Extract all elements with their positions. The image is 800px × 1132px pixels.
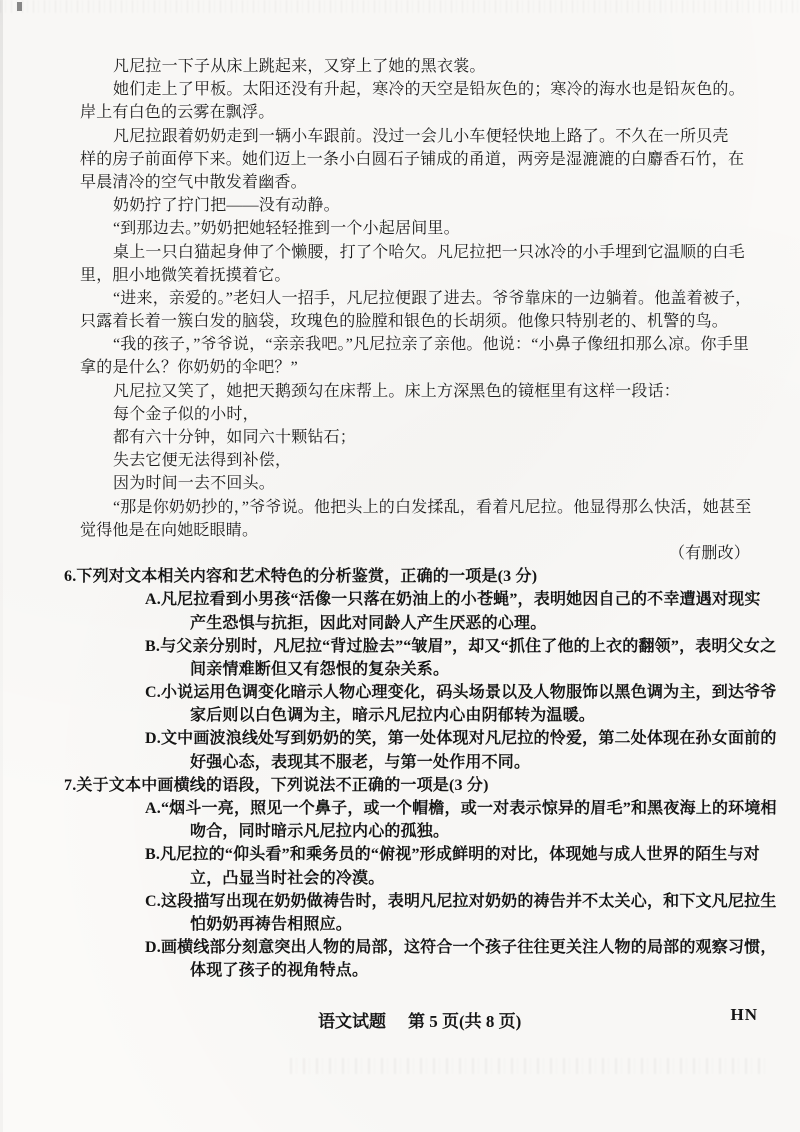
story-line: “进来，亲爱的。”老妇人一招手，凡尼拉便跟了进去。爷爷靠床的一边躺着。他盖着被子，: [113, 289, 752, 307]
poem-line: 每个金子似的小时，: [113, 405, 259, 423]
option-line: C.小说运用色调变化暗示人物心理变化，码头场景以及人物服饰以黑色调为主，到达爷爷: [145, 684, 777, 702]
story-line: 里，胆小地微笑着抚摸着它。: [80, 266, 291, 284]
story-line: 凡尼拉一下子从床上跳起来，又穿上了她的黑衣裳。: [113, 58, 486, 75]
footer-page-number: 第 5 页(共 8 页): [408, 1012, 522, 1031]
page-footer: [0, 1007, 800, 1031]
option-line: D.文中画波浪线处写到奶奶的笑，第一处体现对凡尼拉的怜爱，第二处体现在孙女面前的: [145, 730, 777, 748]
story-line: 样的房子前面停下来。她们迈上一条小白圆石子铺成的甬道，两旁是湿漉漉的白麝香石竹，在: [80, 150, 745, 168]
story-line: 桌上一只白猫起身伸了个懒腰，打了个哈欠。凡尼拉把一只冰冷的小手埋到它温顺的白毛: [113, 243, 745, 261]
scan-corner-mark: [17, 2, 22, 11]
option-line: B.凡尼拉的“仰头看”和乘务员的“俯视”形成鲜明的对比，体现她与成人世界的陌生与对: [145, 846, 760, 864]
story-line: 拿的是什么？你奶奶的伞吧？”: [80, 359, 298, 377]
option-line: B.与父亲分别时，凡尼拉“背过脸去”“皱眉”，却又“抓住了他的上衣的翻领”，表明父女之: [145, 637, 777, 655]
story-line: “那是你奶奶抄的，”爷爷说。他把头上的白发揉乱，看着凡尼拉。他显得那么快活，她甚至: [113, 498, 752, 516]
scan-edge-shadow: [0, 0, 3, 1132]
footer-page-indicator: [318, 1007, 521, 1032]
option-line: C.这段描写出现在奶奶做祷告时，表明凡尼拉对奶奶的祷告并不太关心，和下文凡尼拉生: [145, 892, 777, 910]
story-line: 奶奶拧了拧门把——没有动静。: [113, 197, 340, 215]
exam-text-body: [64, 55, 777, 983]
scan-noise-top: [0, 0, 800, 13]
option-line: A.凡尼拉看到小男孩“活像一只落在奶油上的小苍蝇”，表明她因自己的不幸遭遇对现实: [145, 591, 761, 609]
story-line: 岸上有白色的云雾在飘浮。: [80, 104, 275, 122]
story-line: 只露着长着一簇白发的脑袋，玫瑰色的脸膛和银色的长胡须。他像只特别老的、机警的鸟。: [80, 313, 729, 331]
story-line: “到那边去。”奶奶把她轻轻推到一个小起居间里。: [113, 220, 460, 238]
option-line: 体现了孩子的视角特点。: [190, 962, 369, 980]
story-line: 凡尼拉又笑了，她把天鹅颈勾在床帮上。床上方深黑色的镜框里有这样一段话：: [113, 382, 681, 400]
option-line: 怕奶奶再祷告相照应。: [190, 915, 353, 933]
option-line: A.“烟斗一亮，照见一个鼻子，或一个帽檐，或一对表示惊异的眉毛”和黑夜海上的环境相: [145, 800, 777, 817]
story-line: 她们走上了甲板。太阳还没有升起，寒冷的天空是铅灰色的；寒冷的海水也是铅灰色的。: [113, 81, 745, 99]
story-line: 早晨清冷的空气中散发着幽香。: [80, 173, 307, 191]
poem-line: 因为时间一去不回头。: [113, 475, 276, 493]
option-line: 产生恐惧与抗拒，因此对同龄人产生厌恶的心理。: [190, 614, 547, 632]
story-line: 凡尼拉跟着奶奶走到一辆小车跟前。没过一会儿小车便轻快地上路了。不久在一所贝壳: [113, 127, 729, 145]
story-line: 觉得他是在向她眨眼睛。: [80, 521, 259, 539]
option-line: D.画横线部分刻意突出人物的局部，这符合一个孩子往往更关注人物的局部的观察习惯，: [145, 939, 777, 957]
edit-note: （有删改）: [668, 544, 750, 562]
option-line: 家后则以白色调为主，暗示凡尼拉内心由阴郁转为温暖。: [190, 707, 596, 725]
option-line: 好强心态，表现其不服老，与第一处作用不同。: [190, 753, 531, 771]
option-line: 间亲情难断但又有怨恨的复杂关系。: [190, 660, 450, 678]
question-stem: 7.关于文本中画横线的语段，下列说法不正确的一项是(3 分): [64, 776, 489, 794]
footer-paper-code: HN: [730, 1005, 758, 1024]
question-stem: 6.下列对文本相关内容和艺术特色的分析鉴赏，正确的一项是(3 分): [64, 568, 538, 586]
poem-line: 失去它便无法得到补偿，: [113, 452, 292, 470]
poem-line: 都有六十分钟，如同六十颗钻石；: [113, 429, 357, 446]
scan-noise-bottom: [290, 1058, 770, 1074]
option-line: 吻合，同时暗示凡尼拉内心的孤独。: [190, 823, 450, 841]
footer-subject-title: 语文试题: [318, 1012, 386, 1031]
option-line: 立，凸显当时社会的冷漠。: [190, 869, 385, 887]
story-line: “我的孩子，”爷爷说，“亲亲我吧。”凡尼拉亲了亲他。他说：“小鼻子像纽扣那么凉。你手里: [113, 336, 750, 354]
